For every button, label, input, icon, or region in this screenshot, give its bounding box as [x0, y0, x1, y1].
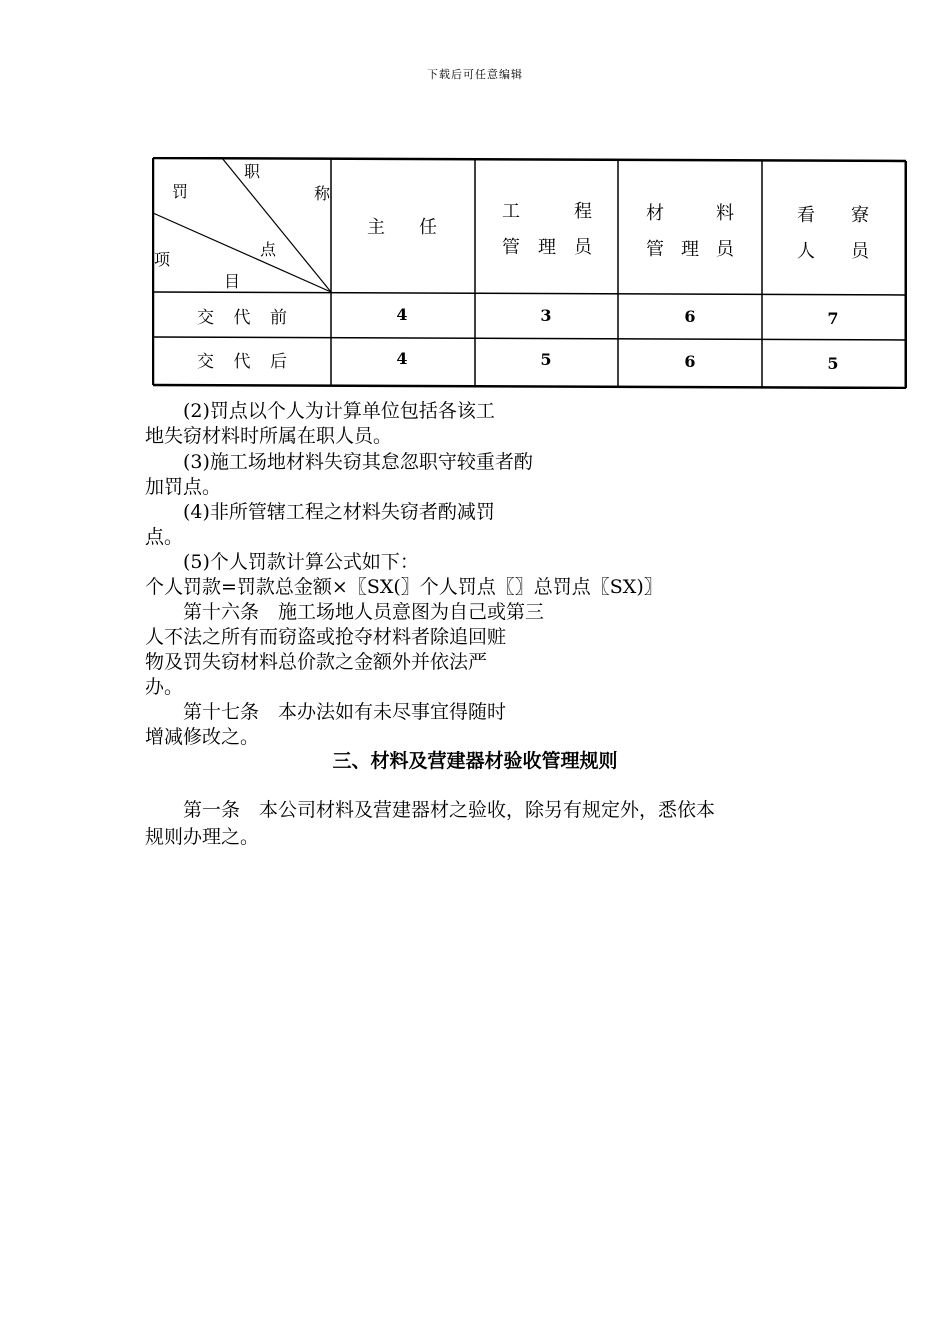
text-line: (4)非所管辖工程之材料失窃者酌减罚: [145, 501, 495, 523]
body-line: 第一条 本公司材料及营建器材之验收，除另有规定外，悉依本: [145, 799, 716, 821]
diag-label-fa: 罚: [172, 182, 189, 201]
table-cell: 3: [540, 306, 552, 325]
text-line: 地失窃材料时所属在职人员。: [145, 425, 393, 447]
text-line: 加罚点。: [145, 476, 222, 498]
text-line: (3)施工场地材料失窃其怠忽职守较重者酌: [145, 451, 533, 473]
text-line: 办。: [145, 676, 184, 698]
row-label-after: 交 代 后: [197, 352, 287, 372]
text-line: 人不法之所有而窃盗或抢夺材料者除追回赃: [145, 626, 507, 648]
section-title: 三、材料及营建器材验收管理规则: [332, 750, 618, 772]
text-line: (2)罚点以个人为计算单位包括各该工: [145, 400, 495, 422]
col-header-engineering-line2: 管 理 员: [502, 237, 592, 258]
body-line: 规则办理之。: [145, 826, 260, 848]
table-cell: 4: [396, 349, 408, 368]
text-line: 第十七条 本办法如有未尽事宜得随时: [145, 701, 507, 723]
text-line: 点。: [145, 526, 184, 548]
diag-label-cheng: 称: [314, 184, 331, 203]
table-cell: 7: [827, 309, 839, 328]
diag-label-zhi: 职: [244, 162, 261, 181]
col-header-guard-line1: 看 寮: [797, 205, 869, 226]
col-header-director: 主 任: [367, 217, 437, 238]
page-header: 下载后可任意编辑: [427, 68, 523, 81]
text-line: 物及罚失窃材料总价款之金额外并依法严: [145, 651, 488, 673]
text-line: 第十六条 施工场地人员意图为自己或第三: [145, 601, 545, 623]
table-cell: 6: [684, 352, 696, 371]
diag-label-mu: 目: [224, 272, 241, 291]
diag-label-xiang: 项: [154, 250, 171, 269]
table-cell: 5: [540, 350, 552, 369]
row-label-before: 交 代 前: [197, 308, 287, 328]
col-header-engineering-line1: 工 程: [502, 201, 592, 222]
text-line: 增减修改之。: [145, 726, 260, 748]
table-cell: 5: [827, 354, 839, 373]
penalty-table: [152, 157, 907, 389]
text-line: (5)个人罚款计算公式如下：: [145, 551, 419, 573]
table-cell: 6: [684, 307, 696, 326]
table-cell: 4: [396, 305, 408, 324]
col-header-material-line2: 管 理 员: [646, 239, 734, 260]
col-header-guard-line2: 人 员: [797, 241, 869, 262]
formula-line: 个人罚款=罚款总金额×〖SX(〗个人罚点〖〗总罚点〖SX)〗: [145, 576, 663, 598]
diag-label-dian: 点: [260, 240, 277, 259]
col-header-material-line1: 材 料: [646, 203, 734, 224]
